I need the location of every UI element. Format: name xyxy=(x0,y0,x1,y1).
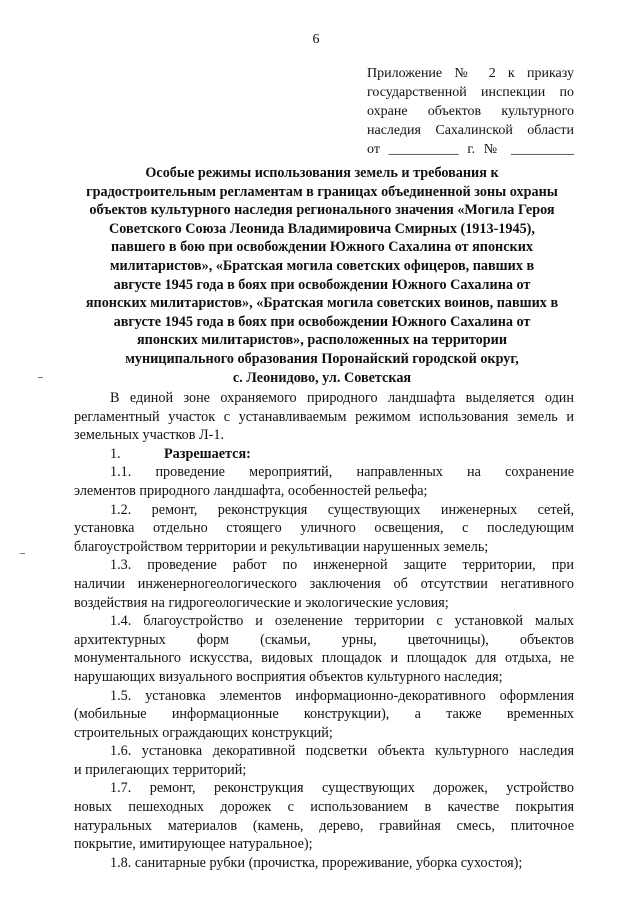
paragraph-line: воздействия на гидрогеологические и экологические условия; xyxy=(74,594,449,611)
paragraph-line: 1.3. проведение работ по инженерной защите территории, при xyxy=(110,557,574,574)
paragraph-line: 1.8. санитарные рубки (прочистка, прореживание, уборка сухостоя); xyxy=(110,854,523,871)
paragraph-line: благоустройством территории и рекультивации нарушенных земель; xyxy=(74,538,489,555)
page-number: 6 xyxy=(312,32,320,47)
paragraph-line: архитектурных форм (скамьи, урны, цветочницы), объектов xyxy=(74,631,574,648)
appendix-line: охране объектов культурного xyxy=(367,104,574,119)
title-line: августе 1945 года в боях при освобождении Южного Сахалина от xyxy=(113,276,531,293)
title-line: муниципального образования Поронайский городской округ, xyxy=(125,350,519,367)
title-line: августе 1945 года в боях при освобождении Южного Сахалина от xyxy=(113,313,531,330)
list-item xyxy=(74,501,574,557)
paragraph-line: 1.5. установка элементов информационно-декоративного оформления xyxy=(110,687,574,704)
paragraph-line: 1.4. благоустройство и озеленение территории с установкой малых xyxy=(110,613,574,630)
title-line: милитаристов», «Братская могила советских офицеров, павших в xyxy=(109,257,535,274)
paragraph-line: строительных ограждающих конструкций; xyxy=(74,724,333,741)
scan-mark xyxy=(20,553,25,554)
appendix-line: государственной инспекции по xyxy=(367,85,574,100)
title-line: японских милитаристов», расположенных на территории xyxy=(136,332,508,349)
appendix-line: от __________ г. № _________ xyxy=(367,142,574,157)
paragraph-line: нарушающих визуального восприятия объектов культурного наследия; xyxy=(74,668,503,685)
paragraph-line: регламентный участок с устанавливаемым режимом использования земель и xyxy=(74,408,574,425)
section-number: 1. xyxy=(110,445,121,462)
list-item xyxy=(74,463,574,500)
paragraph-line: В единой зоне охраняемого природного ландшафта выделяется один xyxy=(110,390,574,406)
paragraph-line: наличии инженерногеологического заключения об отсутствии негативного xyxy=(74,575,574,592)
paragraph-line: и прилегающих территорий; xyxy=(74,761,247,778)
appendix-line: наследия Сахалинской области xyxy=(367,123,574,138)
paragraph-line: элементов природного ландшафта, особенностей рельефа; xyxy=(74,482,428,499)
paragraph-line: земельных участков Л-1. xyxy=(74,427,225,444)
title-line: японских милитаристов», «Братская могила советских воинов, павших в xyxy=(85,295,559,312)
paragraph-line: натуральных материалов (камень, дерево, гравийная смесь, плиточное xyxy=(74,817,574,834)
paragraph-line: новых пешеходных дорожек с использованием в качестве покрытия xyxy=(74,799,574,816)
list-item xyxy=(74,687,574,743)
appendix-line: Приложение № 2 к приказу xyxy=(367,66,574,81)
paragraph-line: (мобильные информационные конструкции), а также временных xyxy=(74,706,574,723)
title-line: Особые режимы использования земель и требования к xyxy=(145,165,499,181)
paragraph-line: установка отдельно стоящего уличного освещения, с последующим xyxy=(74,520,574,537)
intro-paragraph xyxy=(74,389,574,445)
paragraph-line: монументального искусства, видовых площадок и площадок для отдыха, не xyxy=(74,650,574,667)
section-heading xyxy=(74,445,574,464)
title-line: павшего в бою при освобождении Южного Сахалина от японских xyxy=(111,239,533,256)
title-line: градостроительным регламентам в границах объединенной зоны охраны xyxy=(86,183,558,200)
list-item xyxy=(74,854,574,873)
document-body xyxy=(74,389,574,872)
paragraph-line: 1.6. установка декоративной подсветки объекта культурного наследия xyxy=(110,743,574,760)
paragraph-line: 1.7. ремонт, реконструкция существующих дорожек, устройство xyxy=(110,780,574,797)
paragraph-line: 1.2. ремонт, реконструкция существующих инженерных сетей, xyxy=(110,501,574,518)
list-item xyxy=(74,779,574,853)
paragraph-line: покрытие, имитирующее натуральное); xyxy=(74,836,313,853)
list-item xyxy=(74,742,574,779)
document-title xyxy=(64,164,580,387)
list-item xyxy=(74,612,574,686)
paragraph-line: 1.1. проведение мероприятий, направленных на сохранение xyxy=(110,464,574,481)
title-line: с. Леонидово, ул. Советская xyxy=(232,369,412,386)
scan-mark xyxy=(38,377,43,378)
title-line: объектов культурного наследия регионального значения «Могила Героя xyxy=(89,202,555,219)
title-line: Советского Союза Леонида Владимировича Смирных (1913-1945), xyxy=(109,220,535,237)
section-heading-text: Разрешается: xyxy=(164,445,251,462)
appendix-header xyxy=(367,64,574,159)
list-item xyxy=(74,556,574,612)
